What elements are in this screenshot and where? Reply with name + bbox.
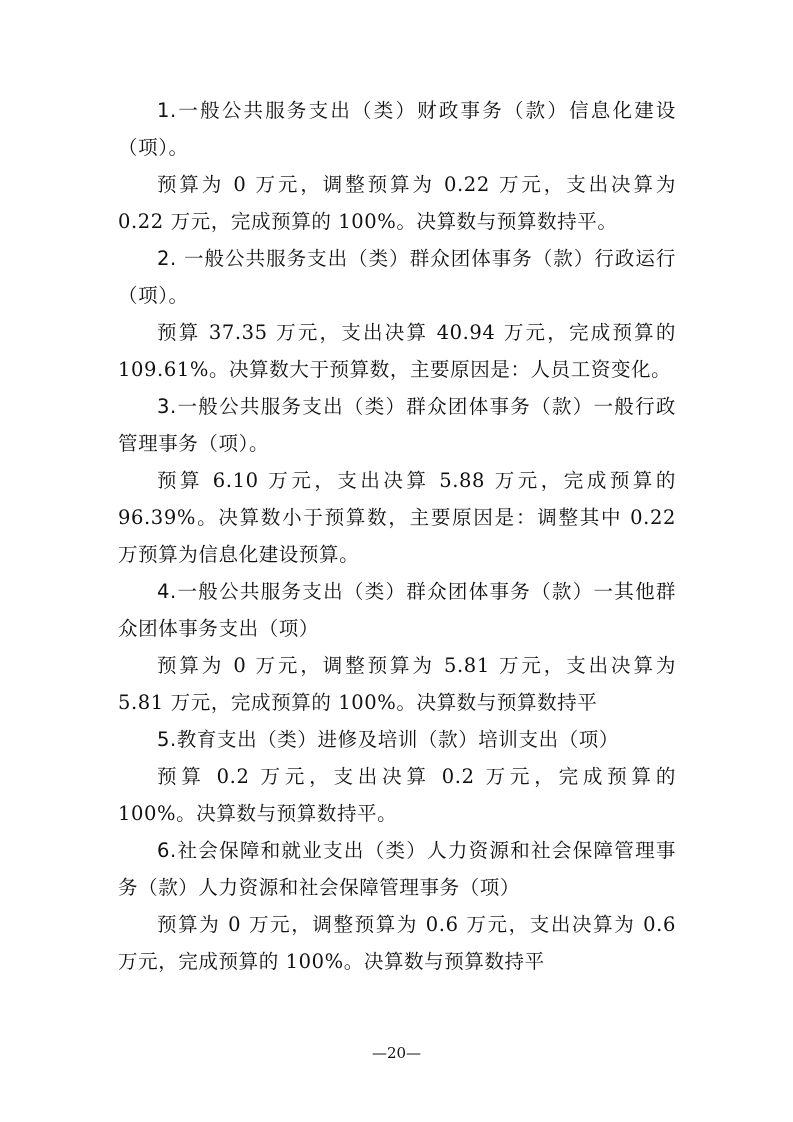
item-4	[118, 573, 676, 721]
item-body: 预算 0.2 万元，支出决算 0.2 万元，完成预算的 100%。决算数与预算数持平。	[118, 765, 676, 825]
item-heading: 4.一般公共服务支出（类）群众团体事务（款）一其他群众团体事务支出（项）	[118, 580, 676, 640]
item-1	[118, 92, 676, 240]
document-body	[118, 92, 676, 980]
item-5	[118, 721, 676, 832]
item-heading: 5.教育支出（类）进修及培训（款）培训支出（项）	[157, 728, 620, 751]
item-body: 预算为 0 万元，调整预算为 5.81 万元，支出决算为 5.81 万元，完成预算的 100%。决算数与预算数持平	[118, 654, 676, 714]
item-2	[118, 240, 676, 388]
page-number: —20—	[371, 1044, 422, 1062]
item-heading: 2. 一般公共服务支出（类）群众团体事务（款）行政运行（项）。	[118, 247, 676, 307]
item-heading: 3.一般公共服务支出（类）群众团体事务（款）一般行政管理事务（项）。	[118, 395, 676, 455]
item-heading: 1.一般公共服务支出（类）财政事务（款）信息化建设（项）。	[118, 99, 676, 159]
item-body: 预算 37.35 万元，支出决算 40.94 万元，完成预算的 109.61%。决算数大于预算数，主要原因是：人员工资变化。	[118, 321, 676, 381]
item-6	[118, 832, 676, 980]
item-body: 预算 6.10 万元，支出决算 5.88 万元，完成预算的 96.39%。决算数小于预算数，主要原因是：调整其中 0.22 万预算为信息化建设预算。	[118, 469, 676, 566]
item-heading: 6.社会保障和就业支出（类）人力资源和社会保障管理事务（款）人力资源和社会保障管理事务（项）	[118, 839, 676, 899]
item-3	[118, 388, 676, 573]
item-body: 预算为 0 万元，调整预算为 0.22 万元，支出决算为 0.22 万元，完成预算的 100%。决算数与预算数持平。	[118, 173, 676, 233]
item-body: 预算为 0 万元，调整预算为 0.6 万元，支出决算为 0.6 万元，完成预算的 100%。决算数与预算数持平	[118, 913, 676, 973]
